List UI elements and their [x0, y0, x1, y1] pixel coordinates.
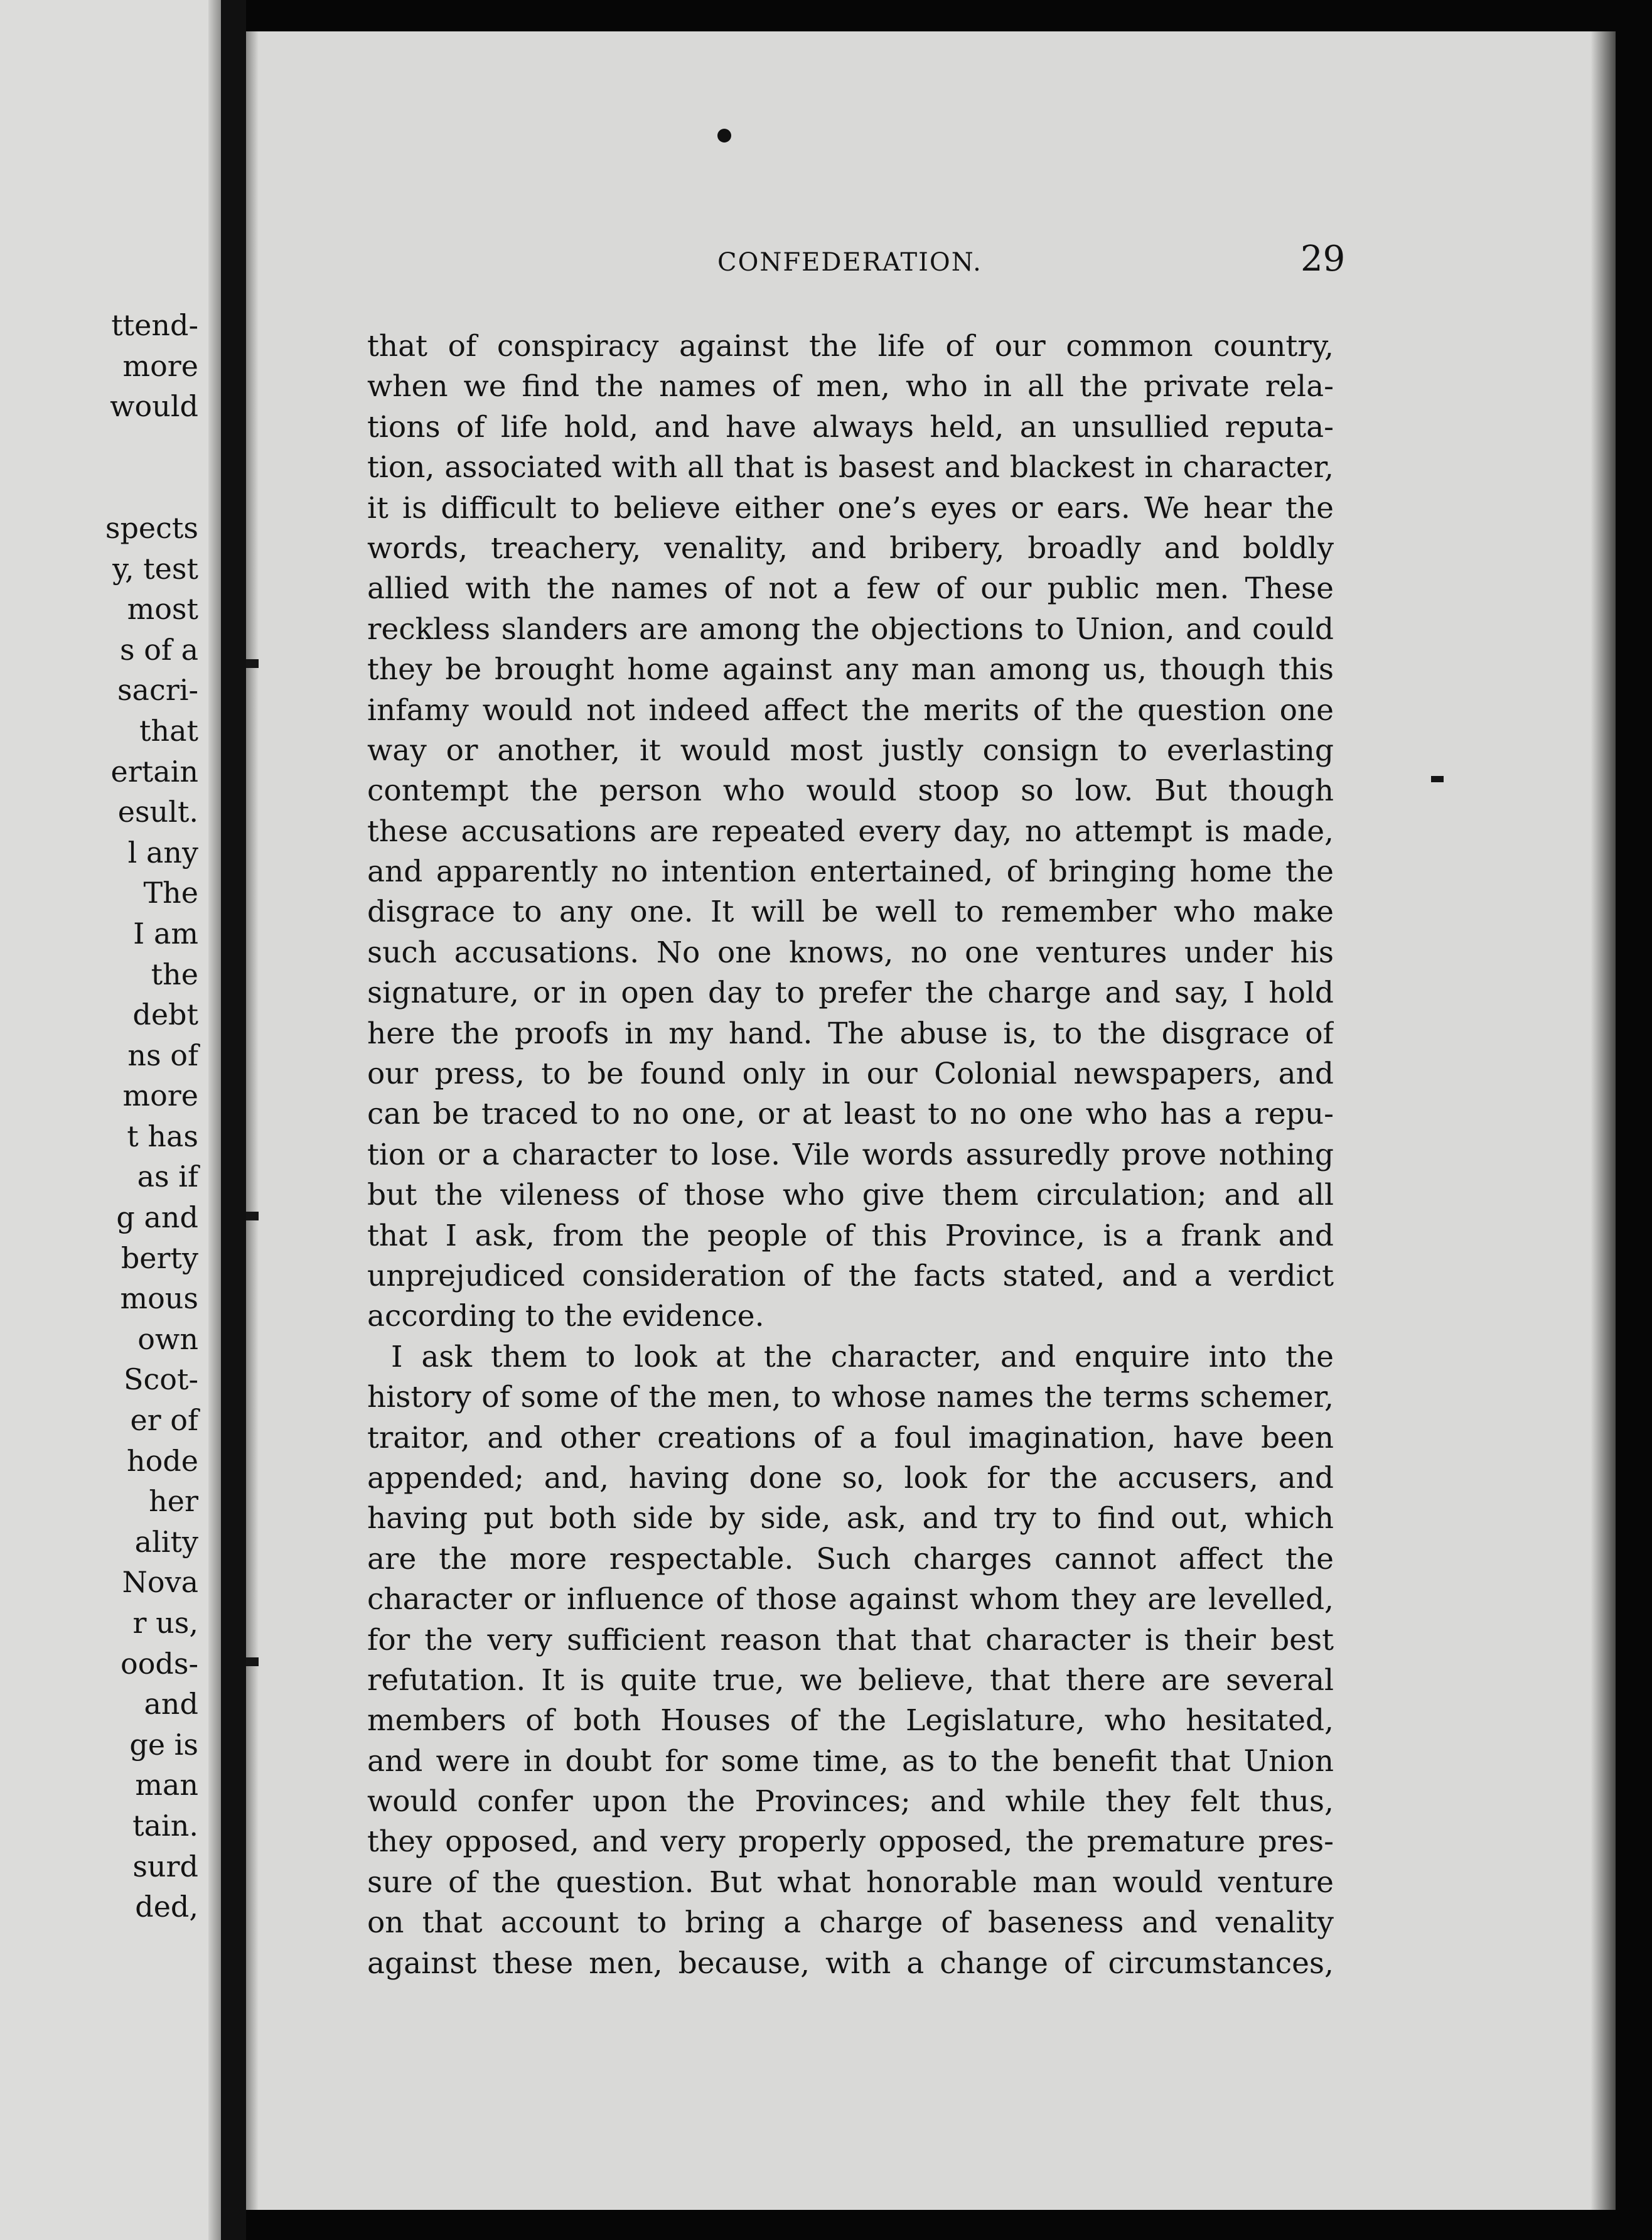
- fragment-line: more: [122, 348, 198, 383]
- fragment-line: man: [135, 1768, 198, 1802]
- fragment-line: ttend-: [111, 308, 198, 342]
- fragment-line: that: [139, 713, 198, 748]
- text-line: they opposed, and very properly opposed, the premature pres-: [367, 1824, 1334, 1860]
- ink-speck: [1431, 776, 1444, 782]
- fragment-line: oods-: [121, 1646, 198, 1681]
- text-line: traitor, and other creations of a foul imagination, have been: [367, 1420, 1334, 1455]
- paragraph-start-line: I ask them to look at the character, and enquire into the: [391, 1339, 1334, 1374]
- text-line: tions of life hold, and have always held, an unsullied reputa-: [367, 409, 1334, 444]
- left-page: [0, 0, 221, 2240]
- text-line: and were in doubt for some time, as to the benefit that Union: [367, 1743, 1334, 1779]
- text-line: character or influence of those against whom they are levelled,: [367, 1582, 1334, 1617]
- fragment-line: sacri-: [117, 673, 198, 708]
- fragment-line: r us,: [132, 1606, 198, 1640]
- text-line: members of both Houses of the Legislature, who hesitated,: [367, 1703, 1334, 1738]
- text-line: against these men, because, with a change of circumstances,: [367, 1946, 1334, 1981]
- fragment-line: The: [143, 876, 198, 910]
- text-line: that of conspiracy against the life of our common country,: [367, 329, 1334, 363]
- fragment-line: s of a: [120, 632, 198, 667]
- text-line: sure of the question. But what honorable man would venture: [367, 1865, 1334, 1900]
- text-line: way or another, it would most justly consign to everlasting: [367, 733, 1334, 768]
- fragment-line: and: [144, 1687, 198, 1721]
- paragraph-end-line: according to the evidence.: [367, 1299, 764, 1334]
- fragment-line: t has: [127, 1119, 198, 1153]
- text-line: but the vileness of those who give them circulation; and all: [367, 1178, 1334, 1213]
- text-line: allied with the names of not a few of our public men. These: [367, 571, 1334, 606]
- left-page-text-fragments: [105, 305, 198, 1927]
- page-number: 29: [1301, 239, 1346, 279]
- fragment-line: berty: [121, 1241, 198, 1275]
- fragment-line: most: [127, 592, 198, 627]
- text-line: would confer upon the Provinces; and while they felt thus,: [367, 1784, 1334, 1819]
- fragment-line: y, test: [112, 551, 198, 586]
- text-line: history of some of the men, to whose names the terms schemer,: [367, 1380, 1334, 1415]
- text-line: infamy would not indeed affect the merits of the question one: [367, 692, 1334, 728]
- fragment-line: ded,: [135, 1890, 198, 1924]
- fragment-line: the: [151, 957, 198, 991]
- fragment-line: [105, 427, 198, 468]
- text-line: appended; and, having done so, look for the accusers, and: [367, 1460, 1334, 1495]
- text-line: on that account to bring a charge of baseness and venality: [367, 1905, 1334, 1941]
- fragment-line: l any: [127, 835, 198, 870]
- text-line: they be brought home against any man among us, though this: [367, 652, 1334, 687]
- text-line: tion, associated with all that is basest and blackest in character,: [367, 450, 1334, 485]
- fragment-line: ge is: [129, 1727, 198, 1762]
- ink-dot: [717, 129, 731, 143]
- fragment-line: spects: [105, 510, 198, 545]
- fragment-line: mous: [120, 1281, 198, 1316]
- fragment-line: esult.: [117, 795, 198, 829]
- fragment-line: er of: [130, 1403, 198, 1438]
- text-line: our press, to be found only in our Colonial newspapers, and: [367, 1057, 1334, 1092]
- right-page-edge-shadow: [1590, 31, 1616, 2210]
- text-line: such accusations. No one knows, no one ventures under his: [367, 935, 1334, 970]
- text-line: for the very sufficient reason that that character is their best: [367, 1622, 1334, 1657]
- text-line: that I ask, from the people of this Province, is a frank and: [367, 1218, 1334, 1253]
- binding-thread-mark: [246, 659, 259, 668]
- text-line: disgrace to any one. It will be well to remember who make: [367, 895, 1334, 930]
- text-line: having put both side by side, ask, and try to find out, which: [367, 1501, 1334, 1536]
- fragment-line: g and: [116, 1200, 198, 1235]
- fragment-line: more: [122, 1079, 198, 1113]
- fragment-line: ertain: [110, 754, 198, 789]
- text-line: and apparently no intention entertained, of bringing home the: [367, 854, 1334, 890]
- fragment-line: hode: [127, 1443, 198, 1478]
- fragment-line: Scot-: [124, 1362, 198, 1397]
- left-page-binding-shadow: [208, 0, 221, 2240]
- text-line: tion or a character to lose. Vile words assuredly prove nothing: [367, 1137, 1334, 1172]
- fragment-line: her: [149, 1484, 198, 1519]
- binding-thread-mark: [246, 1212, 259, 1220]
- text-line: here the proofs in my hand. The abuse is, to the disgrace of: [367, 1016, 1334, 1051]
- text-line: are the more respectable. Such charges cannot affect the: [367, 1541, 1334, 1576]
- fragment-line: as if: [137, 1160, 198, 1194]
- fragment-line: ns of: [127, 1038, 198, 1072]
- fragment-line: own: [137, 1322, 198, 1356]
- fragment-line: I am: [133, 916, 198, 950]
- text-line: contempt the person who would stoop so low. But though: [367, 773, 1334, 809]
- fragment-line: Nova: [122, 1565, 198, 1600]
- text-line: these accusations are repeated every day, no attempt is made,: [367, 814, 1334, 849]
- fragment-line: tain.: [132, 1808, 198, 1843]
- binding-thread-mark: [246, 1657, 259, 1666]
- fragment-line: debt: [132, 998, 198, 1032]
- text-line: it is difficult to believe either one’s eyes or ears. We hear the: [367, 490, 1334, 525]
- text-line: reckless slanders are among the objections to Union, and could: [367, 611, 1334, 647]
- fragment-line: ality: [134, 1524, 198, 1559]
- text-line: can be traced to no one, or at least to no one who has a repu-: [367, 1097, 1334, 1132]
- fragment-line: [105, 467, 198, 508]
- book-gutter: [221, 0, 246, 2240]
- text-line: unprejudiced consideration of the facts stated, and a verdict: [367, 1258, 1334, 1293]
- right-page-fold-shadow: [246, 31, 259, 2210]
- fragment-line: surd: [132, 1849, 198, 1883]
- text-line: refutation. It is quite true, we believe, that there are several: [367, 1662, 1334, 1698]
- running-head: CONFEDERATION.: [717, 248, 982, 277]
- body-text: [367, 326, 1334, 1984]
- text-line: words, treachery, venality, and bribery, broadly and boldly: [367, 530, 1334, 566]
- text-line: when we find the names of men, who in all the private rela-: [367, 369, 1334, 404]
- fragment-line: would: [110, 389, 198, 424]
- text-line: signature, or in open day to prefer the charge and say, I hold: [367, 976, 1334, 1011]
